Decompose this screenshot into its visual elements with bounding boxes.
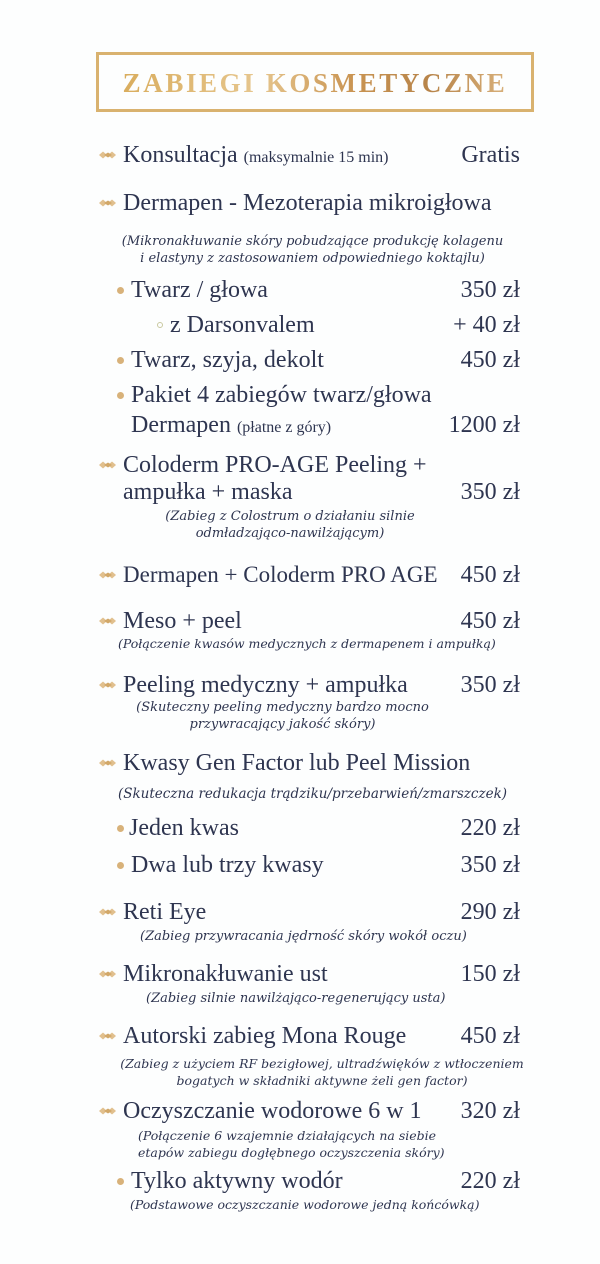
item-name: Dwa lub trzy kwasy [131,852,324,878]
item-description: (Zabieg silnie nawilżająco-regenerujący usta) [146,991,446,1006]
item-name: Meso + peel [123,608,242,634]
double-diamond-icon [99,908,117,916]
item-name: Jeden kwas [129,815,239,841]
item-description: (Zabieg z użyciem RF bezigłowej, ultradźwięków z wtłoczeniem bogatych w składniki aktywne żeli gen factor) [120,1056,524,1088]
item-name: Peeling medyczny + ampułka [123,672,408,698]
item-name: Dermapen + Coloderm PRO AGE [123,562,438,587]
item-price: 350 zł [460,277,520,303]
title-frame [96,52,534,112]
double-diamond-icon [99,617,117,625]
item-price: 150 zł [460,961,520,987]
bullet-dot-icon [117,287,124,294]
double-diamond-icon [99,759,117,767]
item-name-line2: ampułka + maska [123,479,293,505]
bullet-dot-icon [117,825,124,832]
item-price: 450 zł [460,608,520,634]
double-diamond-icon [99,151,117,159]
double-diamond-icon [99,461,117,469]
item-price: 1200 zł [448,412,520,438]
item-description: (Połączenie kwasów medycznych z dermapenem i ampułką) [118,636,496,651]
double-diamond-icon [99,681,117,689]
bullet-ring-icon [157,322,163,328]
item-description: (Mikronakłuwanie skóry pobudzające produkcję kolagenu i elastyny z zastosowaniem odpowiedniego koktajlu) [121,234,504,266]
item-price: 350 zł [460,852,520,878]
item-price: Gratis [461,142,520,168]
item-price: + 40 zł [453,312,520,338]
item-name: Dermapen - Mezoterapia mikroigłowa [123,190,492,216]
item-price: 220 zł [460,1168,520,1194]
item-description: (Połączenie 6 wzajemnie działających na siebie etapów zabiegu dogłębnego oczyszczenia skóry) [138,1128,445,1160]
item-name: Tylko aktywny wodór [131,1168,343,1194]
double-diamond-icon [99,571,117,579]
item-price: 350 zł [460,479,520,505]
item-price: 350 zł [460,672,520,698]
double-diamond-icon [99,970,117,978]
double-diamond-icon [99,1032,117,1040]
item-name-line1: Pakiet 4 zabiegów twarz/głowa [131,382,432,408]
item-price: 220 zł [460,815,520,841]
item-name: Twarz / głowa [131,277,268,303]
item-name: Mikronakłuwanie ust [123,961,328,987]
item-price: 450 zł [460,347,520,373]
item-name-line1: Coloderm PRO-AGE Peeling + [123,452,427,478]
item-price: 450 zł [460,1023,520,1049]
item-name: Autorski zabieg Mona Rouge [123,1023,407,1049]
bullet-dot-icon [117,862,124,869]
item-description: (Zabieg przywracania jędrność skóry wokół oczu) [140,929,467,944]
item-description: (Podstawowe oczyszczanie wodorowe jedną końcówką) [130,1197,480,1212]
item-price: 320 zł [460,1098,520,1124]
page-title: ZABIEGI KOSMETYCZNE [122,67,508,98]
bullet-dot-icon [117,357,124,364]
bullet-dot-icon [117,1178,124,1185]
item-name: Oczyszczanie wodorowe 6 w 1 [123,1098,422,1124]
bullet-dot-icon [117,392,124,399]
item-description: (Zabieg z Colostrum o działaniu silnie odmładzająco-nawilżającym) [165,509,415,541]
double-diamond-icon [99,1107,117,1115]
item-name: Twarz, szyja, dekolt [131,347,324,373]
item-note: (maksymalnie 15 min) [243,149,389,166]
item-description: (Skuteczna redukacja trądziku/przebarwień/zmarszczek) [117,786,508,802]
item-name: Konsultacja [123,142,238,168]
item-note: (płatne z góry) [236,419,332,436]
item-price: 450 zł [460,562,520,588]
item-name: Reti Eye [123,899,207,925]
item-name-line2: Dermapen [131,412,231,438]
item-name: z Darsonvalem [170,312,315,338]
double-diamond-icon [99,199,117,207]
item-price: 290 zł [460,899,520,925]
item-name: Kwasy Gen Factor lub Peel Mission [123,750,471,776]
item-description: (Skuteczny peeling medyczny bardzo mocno przywracający jakość skóry) [136,700,429,732]
